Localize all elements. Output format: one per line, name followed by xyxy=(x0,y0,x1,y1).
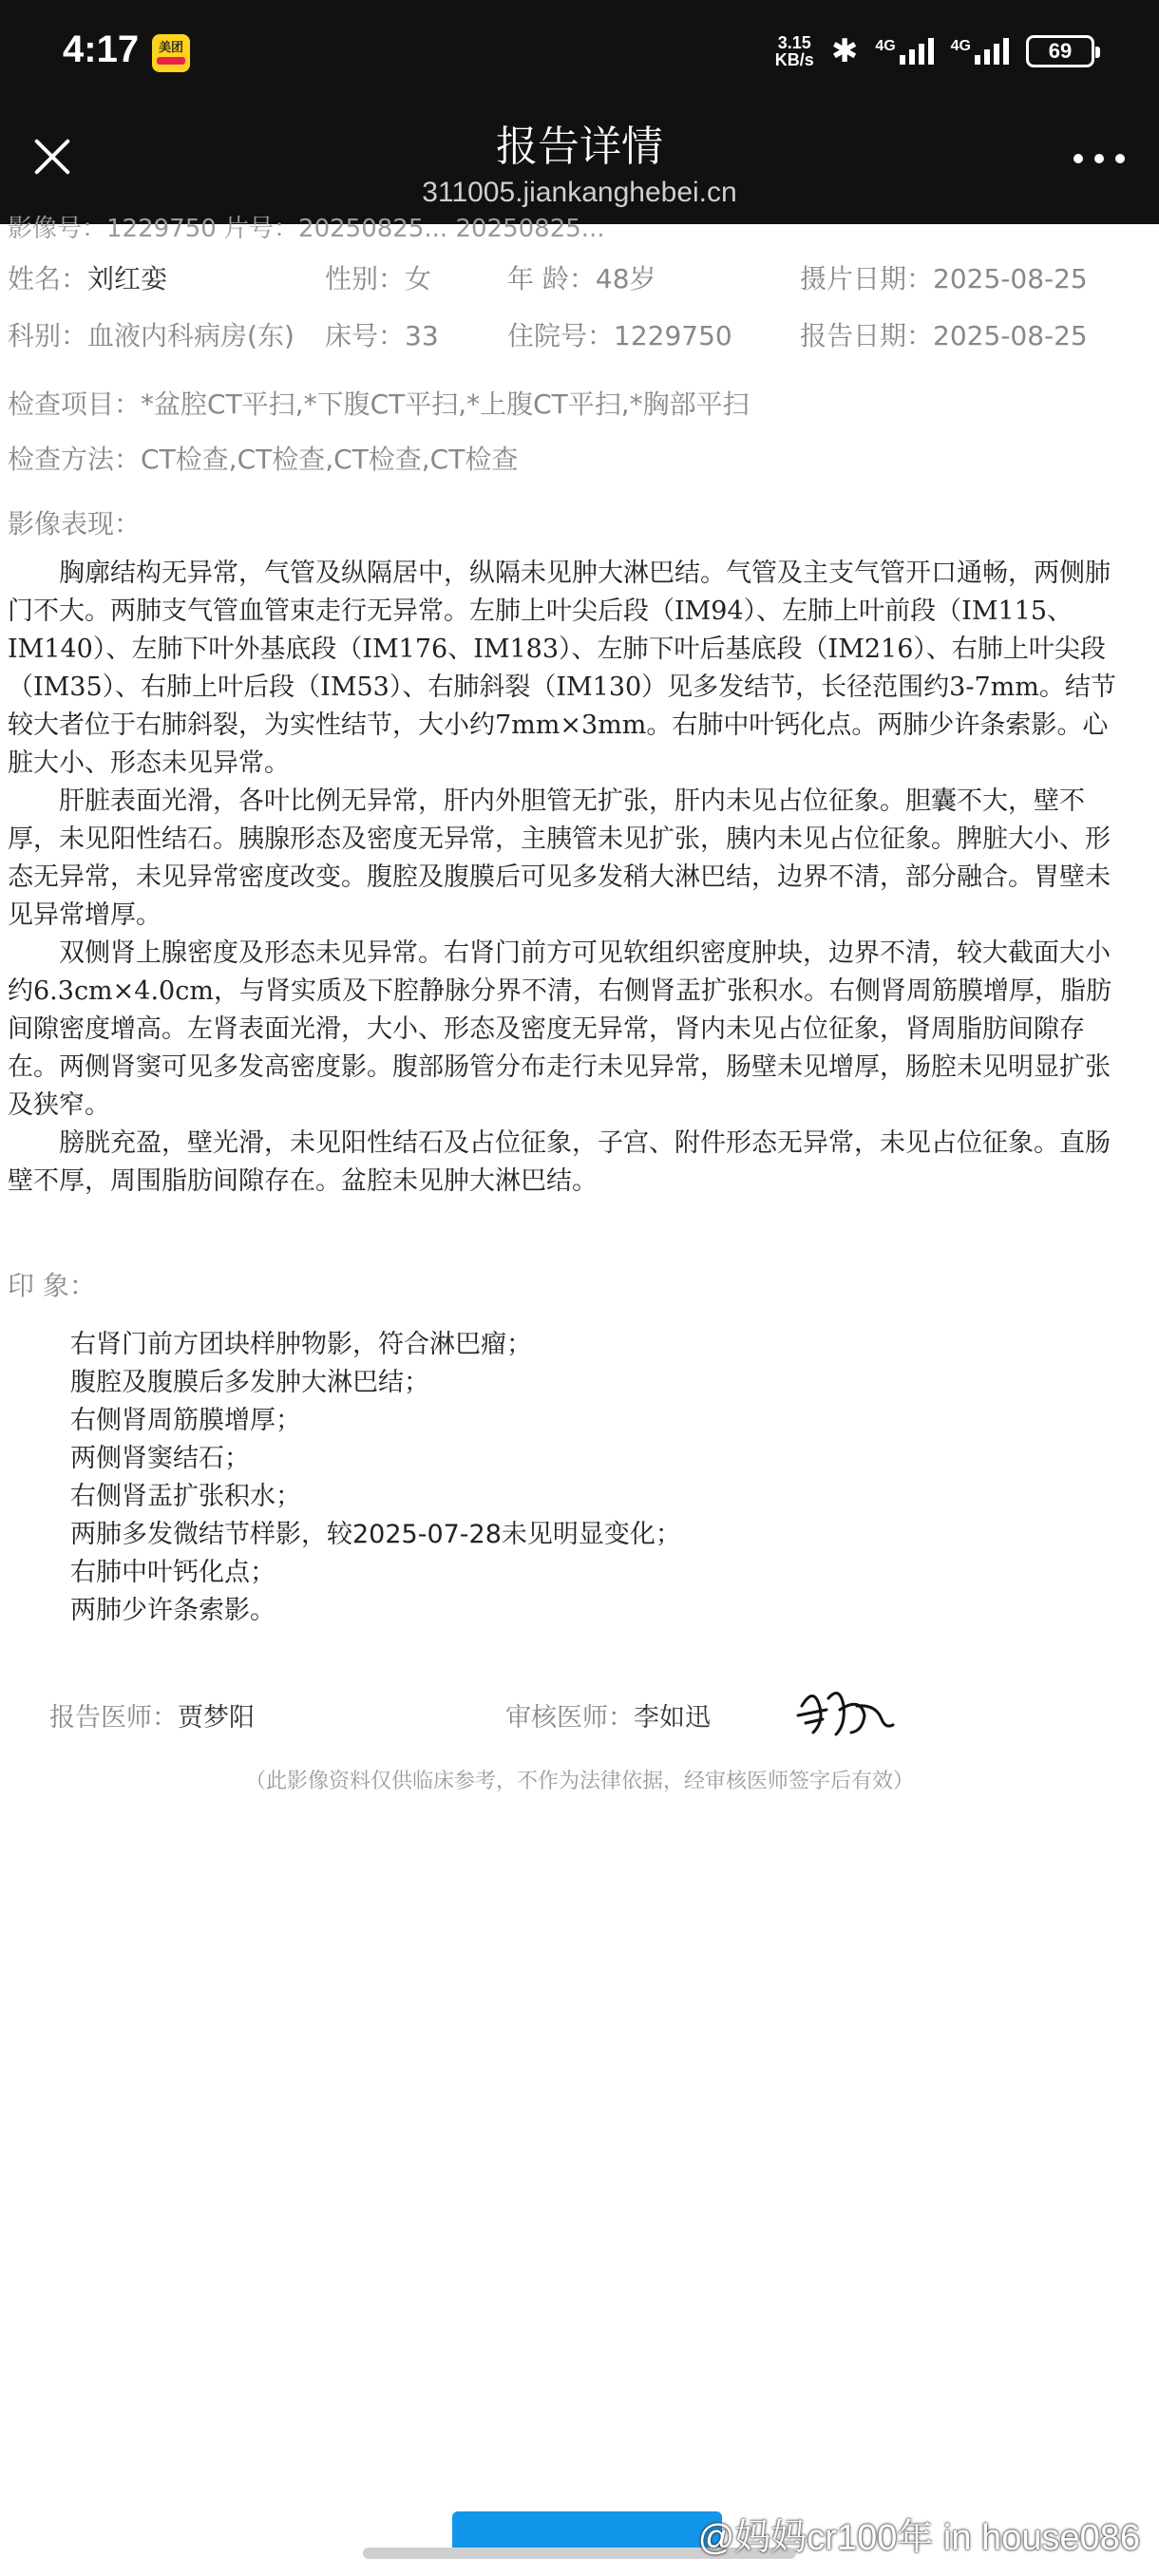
exam-items-row: 检查项目：*盆腔CT平扫,*下腹CT平扫,*上腹CT平扫,*胸部平扫 xyxy=(8,388,750,420)
impression-item: 两肺少许条索影。 xyxy=(70,1596,276,1625)
scan-date-row: 摄片日期：2025-08-25 xyxy=(800,263,1088,294)
findings-paragraph-pelvis: 膀胱充盈，壁光滑，未见阳性结石及占位征象，子宫、附件形态无异常，未见占位征象。直肠壁不厚，周围脂肪间隙存在。盆腔未见肿大淋巴结。 xyxy=(8,1128,1111,1196)
patient-name: 刘红娈 xyxy=(87,263,168,294)
bluetooth-icon: ✱ xyxy=(830,33,859,69)
disclaimer: （此影像资料仅供临床参考，不作为法律依据，经审核医师签字后有效） xyxy=(244,1770,914,1793)
cut-off-row: 影像号：1229750 片号：20250825... 20250825... xyxy=(8,215,605,243)
findings-paragraph-kidney: 双侧肾上腺密度及形态未见异常。右肾门前方可见软组织密度肿块，边界不清，较大截面大小约6.3cm×4.0cm，与肾实质及下腔静脉分界不清，右侧肾盂扩张积水。右侧肾周筋膜增厚，脂肪间隙密度增高。左肾表面光滑，大小、形态及密度无异常，肾内未见占位征象，肾周脂肪间隙存在。两侧肾窦可见多发高密度影。腹部肠管分布走行未见异常，肠壁未见增厚，肠腔未见明显扩张及狭窄。 xyxy=(8,938,1112,1120)
exam-method-row: 检查方法：CT检查,CT检查,CT检查,CT检查 xyxy=(8,444,519,475)
reporting-doctor-name: 贾梦阳 xyxy=(178,1703,255,1733)
impression-list xyxy=(70,1326,681,1630)
battery-icon xyxy=(1026,35,1094,67)
reviewing-doctor-name: 李如迅 xyxy=(634,1703,711,1733)
patient-sex: 女 xyxy=(405,263,432,294)
page-url: 311005.jiankanghebei.cn xyxy=(422,177,737,208)
status-time: 4:17 xyxy=(63,28,140,70)
report-date: 2025-08-25 xyxy=(933,320,1088,351)
top-bar xyxy=(0,0,1159,224)
exam-items: *盆腔CT平扫,*下腹CT平扫,*上腹CT平扫,*胸部平扫 xyxy=(141,388,750,420)
patient-age: 48岁 xyxy=(595,263,656,294)
impression-item: 右肺中叶钙化点； xyxy=(70,1558,276,1587)
admission-row: 住院号：1229750 xyxy=(507,320,732,351)
findings-text xyxy=(8,555,1119,1201)
age-row: 年 龄：48岁 xyxy=(507,263,656,294)
impression-label: 印 象： xyxy=(8,1270,96,1301)
bottom-action-bar[interactable] xyxy=(452,2511,722,2549)
status-icons xyxy=(775,32,1094,70)
admission-number: 1229750 xyxy=(614,320,732,351)
impression-item: 腹腔及腹膜后多发肿大淋巴结； xyxy=(70,1368,429,1397)
bed-number: 33 xyxy=(405,320,439,351)
impression-item: 两肺多发微结节样影，较2025-07-28未见明显变化； xyxy=(70,1520,681,1549)
findings-paragraph-abdomen: 肝脏表面光滑，各叶比例无异常，肝内外胆管无扩张，肝内未见占位征象。胆囊不大，壁不厚，未见阳性结石。胰腺形态及密度无异常，主胰管未见扩张，胰内未见占位征象。脾脏大小、形态无异常，未见异常密度改变。腹腔及腹膜后可见多发稍大淋巴结，边界不清，部分融合。胃壁未见异常增厚。 xyxy=(8,786,1111,930)
battery-level: 69 xyxy=(1048,39,1073,63)
impression-item: 右肾门前方团块样肿物影，符合淋巴瘤； xyxy=(70,1330,532,1359)
impression-item: 两侧肾窦结石； xyxy=(70,1444,250,1473)
bed-row: 床号：33 xyxy=(325,320,439,351)
name-row: 姓名：刘红娈 xyxy=(8,263,168,294)
reviewing-doctor: 审核医师：李如迅 xyxy=(505,1703,711,1733)
watermark: @妈妈cr100年 in house086 xyxy=(697,2518,1140,2558)
signal-strength-icon: 4G xyxy=(875,38,933,65)
more-options-button[interactable] xyxy=(1074,154,1125,163)
report-date-row: 报告日期：2025-08-25 xyxy=(800,320,1088,351)
reporting-doctor: 报告医师：贾梦阳 xyxy=(49,1703,255,1733)
network-speed: 3.15 KB/s xyxy=(774,33,814,69)
findings-label: 影像表现： xyxy=(8,508,142,540)
exam-method: CT检查,CT检查,CT检查,CT检查 xyxy=(141,444,519,475)
sex-row: 性别：女 xyxy=(325,263,432,294)
findings-paragraph-chest: 胸廓结构无异常，气管及纵隔居中，纵隔未见肿大淋巴结。气管及主支气管开口通畅，两侧肺门不大。两肺支气管血管束走行无异常。左肺上叶尖后段（IM94）、左肺上叶前段（IM115、IM140）、左肺下叶外基底段（IM176、IM183）、左肺下叶后基底段（IM216）、右肺上叶尖段（IM35）、右肺上叶后段（IM53）、右肺斜裂（IM130）见多发结节，长径范围约3-7mm。结节较大者位于右肺斜裂，为实性结节，大小约7mm×3mm。右肺中叶钙化点。两肺少许条索影。心脏大小、形态未见异常。 xyxy=(8,559,1116,778)
dept-row: 科别：血液内科病房(东) xyxy=(8,320,294,351)
handwritten-signature-icon xyxy=(794,1677,899,1744)
scan-date: 2025-08-25 xyxy=(933,263,1088,294)
app-badge-label: 美团 xyxy=(158,41,183,55)
department: 血液内科病房(东) xyxy=(87,320,294,351)
impression-item: 右侧肾盂扩张积水； xyxy=(70,1482,301,1511)
impression-item: 右侧肾周筋膜增厚； xyxy=(70,1406,301,1435)
meituan-app-icon xyxy=(152,34,190,72)
signal-strength-icon-2: 4G xyxy=(951,38,1009,65)
page-title: 报告详情 xyxy=(496,123,663,171)
